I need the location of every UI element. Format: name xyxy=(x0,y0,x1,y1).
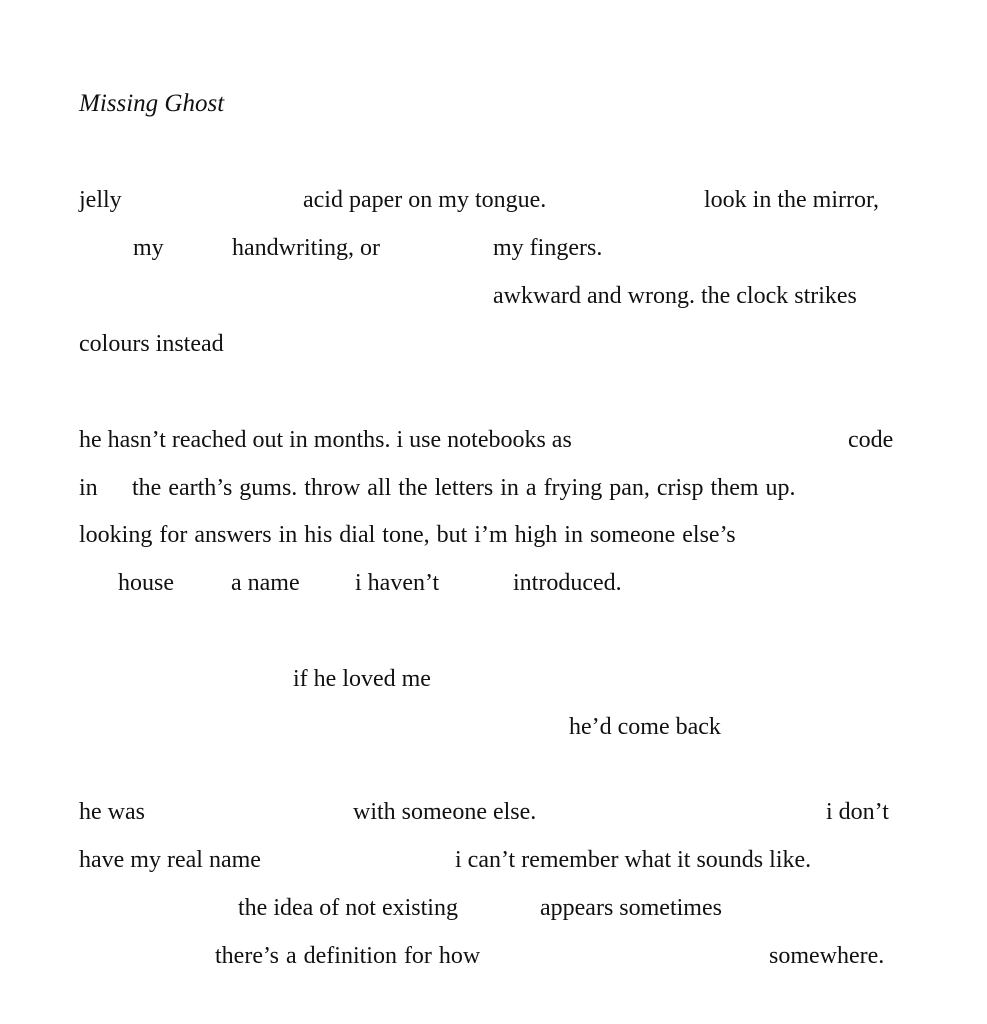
poem-fragment: my xyxy=(133,235,164,261)
poem-fragment: somewhere. xyxy=(769,943,885,969)
poem-fragment: awkward and wrong. the clock strikes xyxy=(493,283,857,309)
poem-fragment: i can’t remember what it sounds like. xyxy=(455,847,812,873)
poem-fragment: looking for answers in his dial tone, but i’m high in someone else’s xyxy=(79,522,736,548)
poem-title: Missing Ghost xyxy=(79,90,225,117)
poem-fragment: i don’t xyxy=(826,799,889,825)
poem-fragment: he’d come back xyxy=(569,714,721,740)
poem-fragment: code xyxy=(848,427,894,453)
poem-fragment: have my real name xyxy=(79,847,261,873)
poem-fragment: look in the mirror, xyxy=(704,187,880,213)
poem-fragment: handwriting, or xyxy=(232,235,380,261)
poem-fragment: introduced. xyxy=(513,570,622,596)
poem-fragment: appears sometimes xyxy=(540,895,722,921)
poem-fragment: acid paper on my tongue. xyxy=(303,187,547,213)
poem-fragment: there’s a definition for how xyxy=(215,943,481,969)
poem-fragment: he hasn’t reached out in months. i use notebooks as xyxy=(79,427,572,453)
poem-fragment: he was xyxy=(79,799,145,825)
poem-fragment: i haven’t xyxy=(355,570,440,596)
poem-fragment: with someone else. xyxy=(353,799,537,825)
poem-fragment: the idea of not existing xyxy=(238,895,458,921)
poem-fragment: a name xyxy=(231,570,300,596)
poem-fragment: the earth’s gums. throw all the letters in a frying pan, crisp them up. xyxy=(132,475,796,501)
poem-fragment: house xyxy=(118,570,174,596)
poem-fragment: colours instead xyxy=(79,331,224,357)
poem-fragment: jelly xyxy=(79,187,122,213)
poem-fragment: my fingers. xyxy=(493,235,603,261)
poem-fragment: in xyxy=(79,475,98,501)
poem-fragment: if he loved me xyxy=(293,666,431,692)
